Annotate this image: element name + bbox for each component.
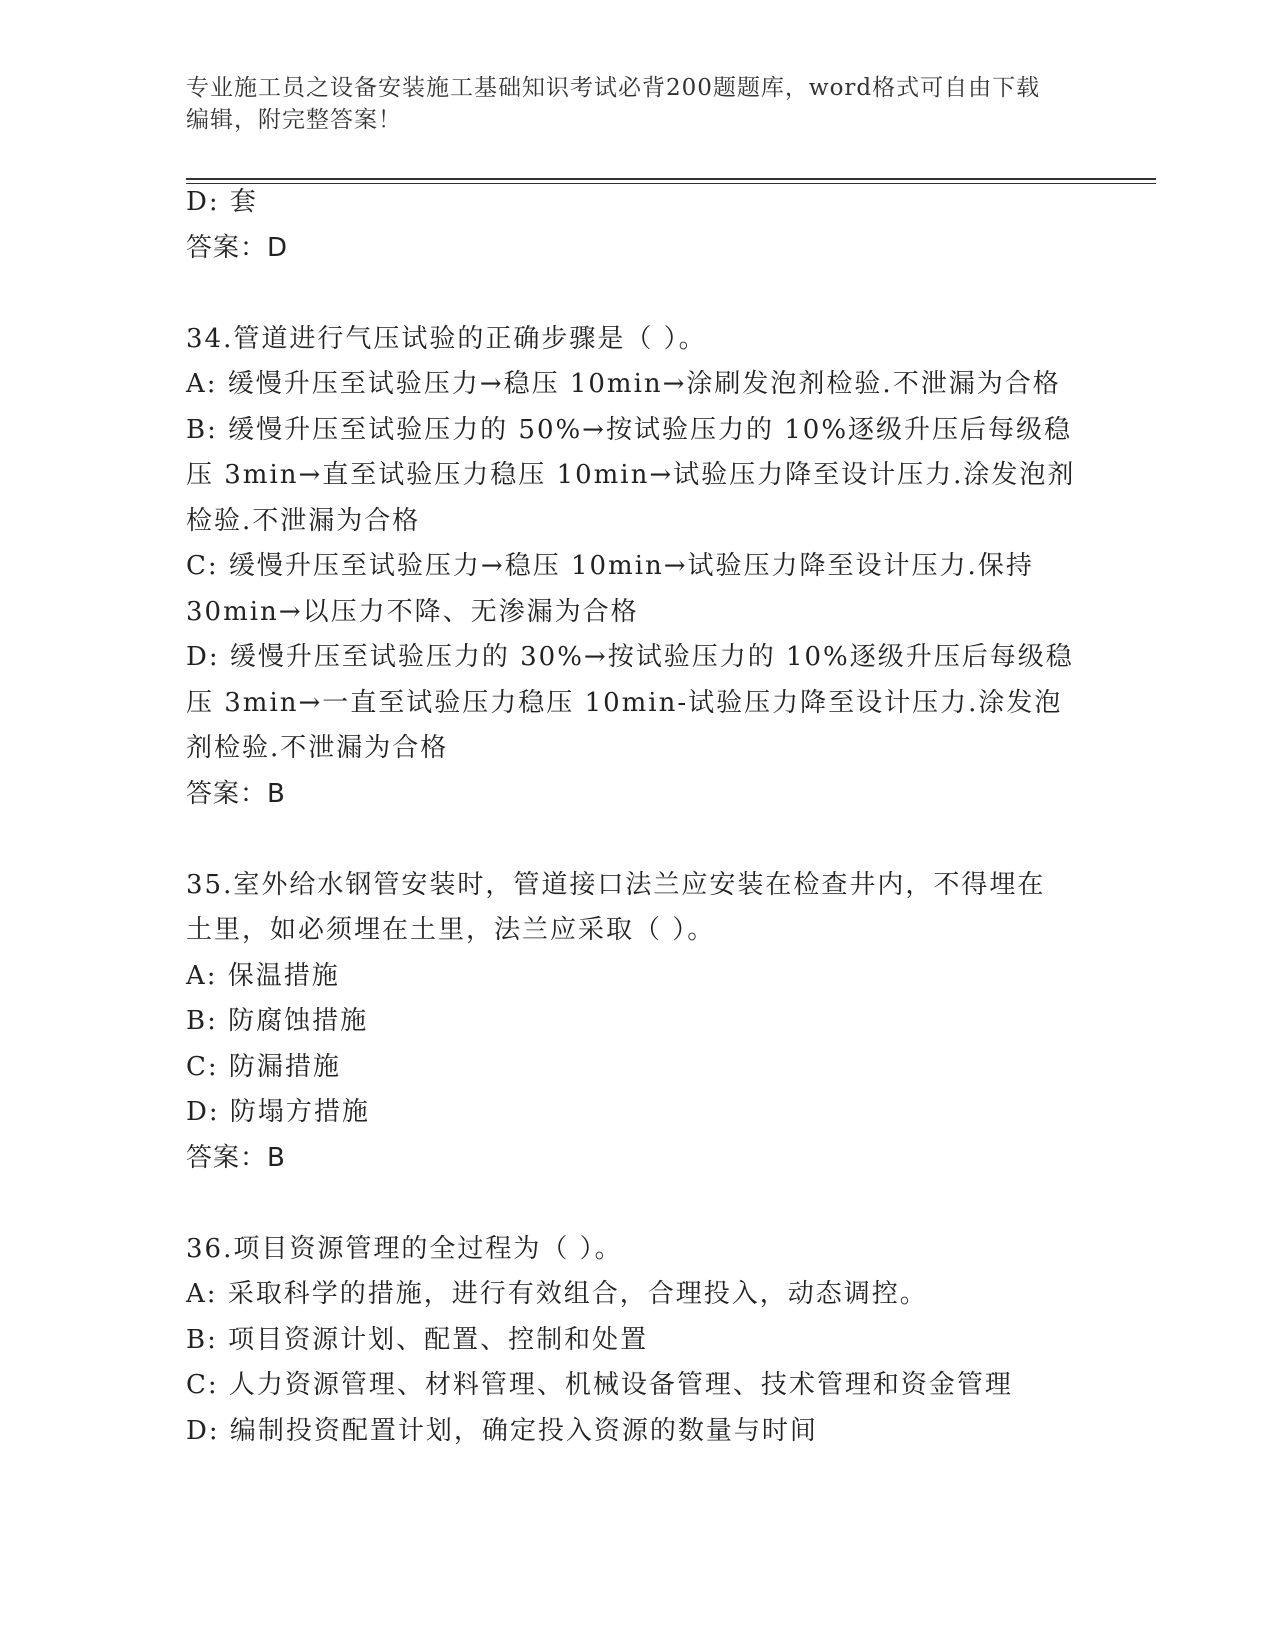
option-d-line-3: 剂检验.不泄漏为合格 <box>186 733 449 763</box>
option-d: D: 套 <box>186 187 258 217</box>
spacer <box>186 817 1096 863</box>
question-stem-line-1: 35.室外给水钢管安装时，管道接口法兰应安装在检查井内，不得埋在 <box>186 869 1046 900</box>
option-c-line-2: 30min→以压力不降、无渗漏为合格 <box>186 596 639 627</box>
question-stem: 36.项目资源管理的全过程为（ ）。 <box>186 1233 623 1264</box>
option-d-line-2: 压 3min→一直至试验压力稳压 10min-试验压力降至设计压力.涂发泡 <box>186 687 1063 718</box>
option-c: C: 人力资源管理、材料管理、机械设备管理、技术管理和资金管理 <box>186 1370 1013 1400</box>
header-title-line-2: 编辑，附完整答案！ <box>186 107 402 133</box>
header-title-line-1: 专业施工员之设备安装施工基础知识考试必背200题题库，word格式可自由下载 <box>186 75 1041 101</box>
document-header <box>186 72 1086 136</box>
option-c: C: 防漏措施 <box>186 1051 341 1082</box>
option-b-line-2: 压 3min→直至试验压力稳压 10min→试验压力降至设计压力.涂发泡剂 <box>186 460 1076 490</box>
option-a: A: 保温措施 <box>186 960 340 991</box>
question-stem: 34.管道进行气压试验的正确步骤是（ ）。 <box>186 323 707 354</box>
spacer <box>186 1181 1096 1227</box>
question-33-tail <box>186 180 1096 271</box>
option-d: D: 编制投资配置计划，确定投入资源的数量与时间 <box>186 1415 818 1446</box>
option-d-line-1: D: 缓慢升压至试验压力的 30%→按试验压力的 10%逐级升压后每级稳 <box>186 642 1074 672</box>
option-b-line-3: 检验.不泄漏为合格 <box>186 505 421 536</box>
spacer <box>186 271 1096 317</box>
answer-line: 答案：D <box>186 232 289 263</box>
question-35 <box>186 863 1096 1182</box>
option-b: B: 防腐蚀措施 <box>186 1006 369 1036</box>
answer-line: 答案：B <box>186 778 286 809</box>
answer-line: 答案：B <box>186 1142 286 1173</box>
option-c-line-1: C: 缓慢升压至试验压力→稳压 10min→试验压力降至设计压力.保持 <box>186 551 1034 581</box>
option-a: A: 缓慢升压至试验压力→稳压 10min→涂刷发泡剂检验.不泄漏为合格 <box>186 369 1061 399</box>
question-stem-line-2: 土里，如必须埋在土里，法兰应采取（ ）。 <box>186 915 716 945</box>
question-list <box>186 180 1096 1454</box>
question-34 <box>186 317 1096 818</box>
question-36 <box>186 1227 1096 1455</box>
option-d: D: 防塌方措施 <box>186 1097 370 1127</box>
option-b-line-1: B: 缓慢升压至试验压力的 50%→按试验压力的 10%逐级升压后每级稳 <box>186 414 1073 445</box>
option-a: A: 采取科学的措施，进行有效组合，合理投入，动态调控。 <box>186 1279 928 1309</box>
option-b: B: 项目资源计划、配置、控制和处置 <box>186 1324 649 1355</box>
